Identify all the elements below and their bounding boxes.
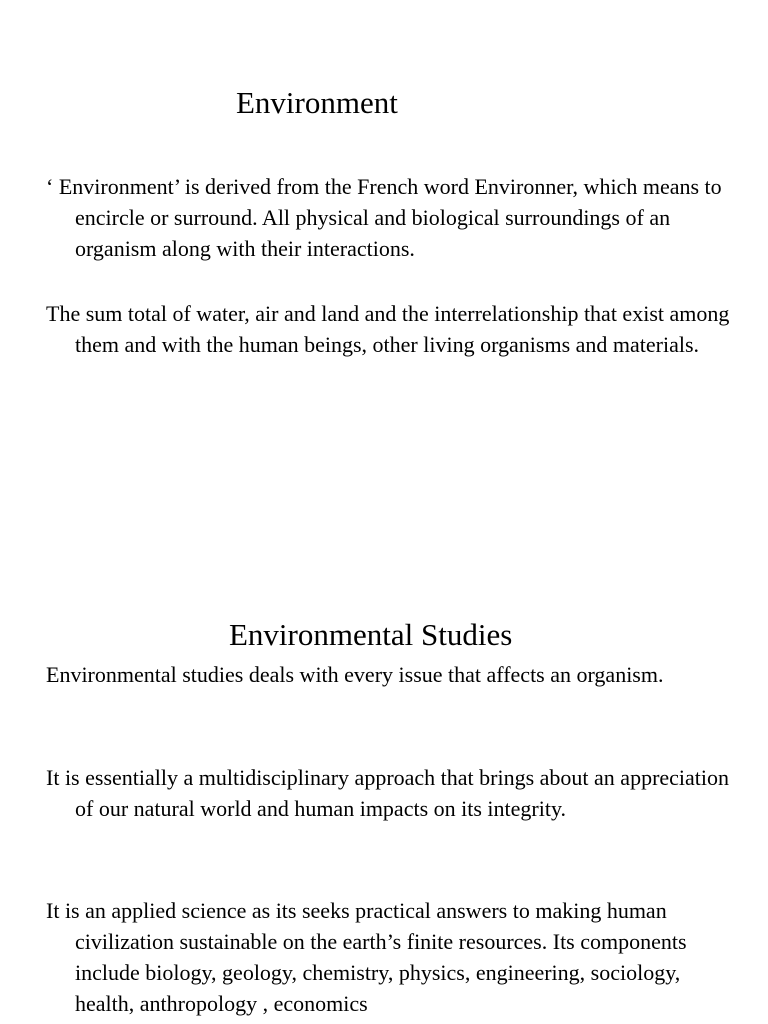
paragraph-studies-multidisciplinary: It is essentially a multidisciplinary approach that brings about an appreciation of our natural world and human impacts on its integrity. <box>46 765 730 821</box>
paragraph-environment-definition: ‘ Environment’ is derived from the French word Environner, which means to encircle or surround. All physical and biological surroundings of an organism along with their interactions. <box>46 174 722 261</box>
paragraph-environment-sum-total: The sum total of water, air and land and the interrelationship that exist among them and with the human beings, other living organisms and materials. <box>46 301 730 357</box>
section-title-environment: Environment <box>236 85 398 120</box>
paragraph-studies-issues: Environmental studies deals with every issue that affects an organism. <box>46 662 664 687</box>
section-title-environmental-studies: Environmental Studies <box>229 617 513 652</box>
paragraph-studies-applied-science: It is an applied science as its seeks practical answers to making human civilization sustainable on the earth’s finite resources. Its components include biology, geology, chemistry, physics, engineering, sociology, health, anthropology , economics <box>46 898 687 1016</box>
